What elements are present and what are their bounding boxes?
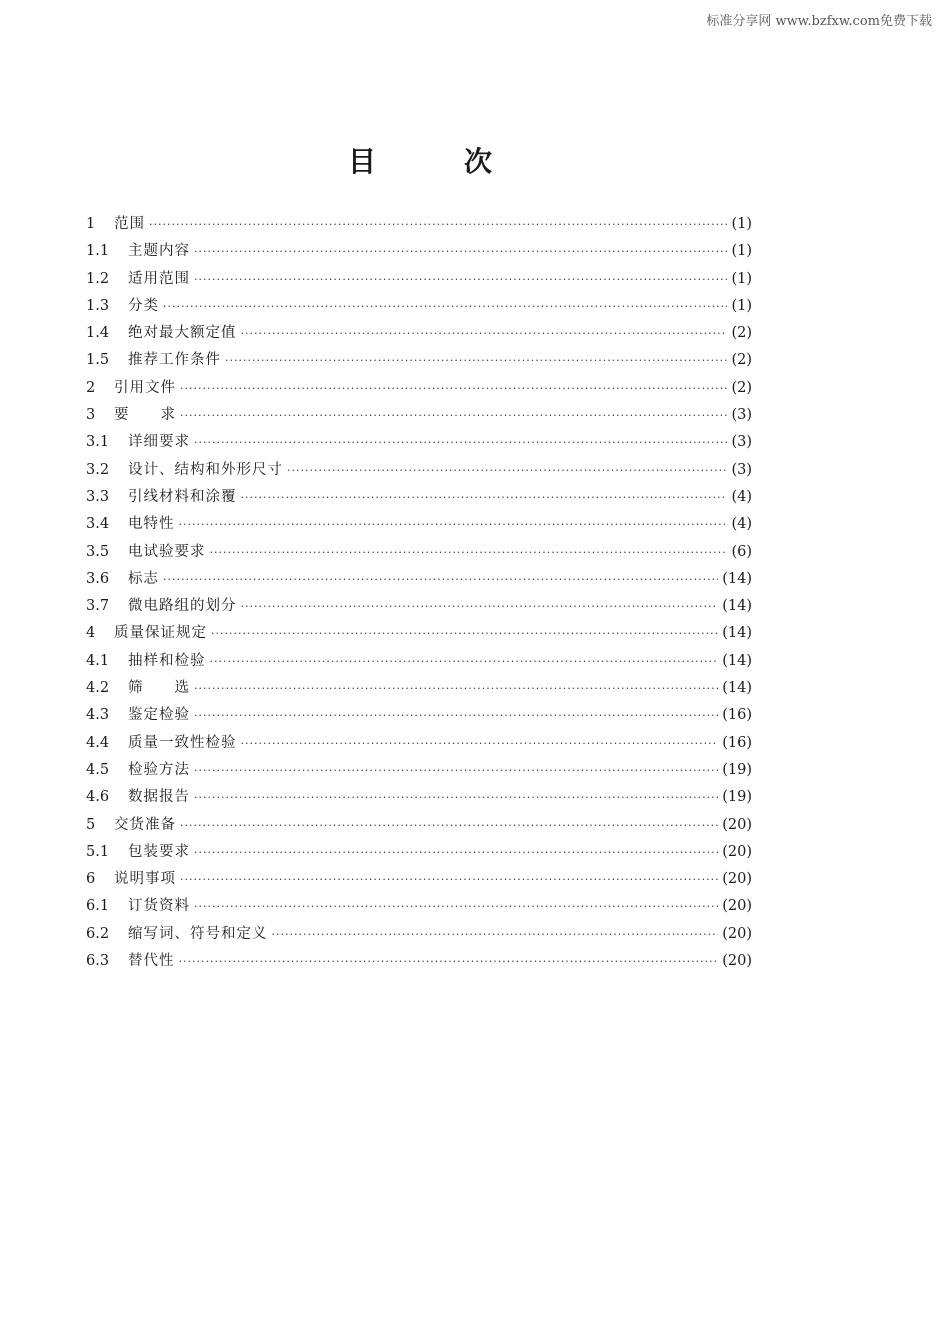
toc-entry-page: (14) <box>722 598 752 615</box>
toc-entry[interactable] <box>86 540 752 567</box>
toc-dot-leader <box>180 873 718 886</box>
toc-entry-label: 详细要求 <box>128 434 190 451</box>
toc-entry-number: 4.4 <box>86 734 110 751</box>
toc-entry-number: 1.2 <box>86 270 110 287</box>
page-title-char-1: 目 <box>347 145 376 178</box>
toc-entry-page: (16) <box>722 707 752 724</box>
toc-entry-label: 抽样和检验 <box>128 652 206 669</box>
toc-entry[interactable] <box>86 430 752 457</box>
toc-entry-label: 微电路组的划分 <box>128 598 237 615</box>
toc-entry-label: 鉴定检验 <box>128 707 190 724</box>
toc-entry-page: (20) <box>722 843 752 860</box>
toc-dot-leader <box>241 327 728 340</box>
toc-entry-page: (1) <box>731 270 752 287</box>
toc-entry-page: (16) <box>722 734 752 751</box>
toc-entry-page: (3) <box>731 434 752 451</box>
toc-entry-number: 3.4 <box>86 516 110 533</box>
toc-entry[interactable] <box>86 785 752 812</box>
toc-entry-number: 4.3 <box>86 707 110 724</box>
toc-entry-number: 3.1 <box>86 434 110 451</box>
toc-entry-page: (20) <box>722 816 752 833</box>
toc-entry-page: (2) <box>731 352 752 369</box>
toc-entry[interactable] <box>86 376 752 403</box>
toc-dot-leader <box>241 491 728 504</box>
toc-entry-label: 数据报告 <box>128 789 190 806</box>
toc-dot-leader <box>211 627 718 640</box>
toc-entry-page: (6) <box>731 543 752 560</box>
toc-entry-number: 3 <box>86 407 96 424</box>
toc-entry-label: 要 求 <box>114 407 176 424</box>
toc-entry[interactable] <box>86 212 752 239</box>
toc-entry-label: 包装要求 <box>128 843 190 860</box>
toc-entry-number: 3.3 <box>86 488 110 505</box>
toc-entry[interactable] <box>86 239 752 266</box>
toc-entry[interactable] <box>86 567 752 594</box>
toc-dot-leader <box>194 273 727 286</box>
toc-entry-page: (3) <box>731 461 752 478</box>
page-title <box>0 140 840 180</box>
toc-entry-page: (3) <box>731 407 752 424</box>
toc-entry-number: 4.2 <box>86 680 110 697</box>
toc-entry-label: 检验方法 <box>128 761 190 778</box>
toc-entry-label: 订货资料 <box>128 898 190 915</box>
toc-entry-label: 适用范围 <box>128 270 190 287</box>
toc-entry[interactable] <box>86 949 752 976</box>
toc-entry-label: 范围 <box>114 216 145 232</box>
toc-entry[interactable] <box>86 731 752 758</box>
toc-entry-page: (14) <box>722 570 752 587</box>
toc-dot-leader <box>210 655 719 668</box>
toc-entry[interactable] <box>86 267 752 294</box>
toc-entry-page: (1) <box>731 216 752 232</box>
toc-entry[interactable] <box>86 621 752 648</box>
toc-entry-label: 电特性 <box>128 516 175 533</box>
toc-entry-label: 引线材料和涂覆 <box>128 488 237 505</box>
toc-dot-leader <box>194 682 718 695</box>
toc-entry-number: 4.5 <box>86 761 110 778</box>
toc-entry-number: 1.4 <box>86 325 110 342</box>
toc-dot-leader <box>225 354 727 367</box>
toc-entry[interactable] <box>86 321 752 348</box>
toc-dot-leader <box>179 955 719 968</box>
toc-dot-leader <box>163 300 727 313</box>
toc-entry-page: (20) <box>722 898 752 915</box>
toc-entry-number: 6.3 <box>86 953 110 970</box>
toc-entry-label: 质量一致性检验 <box>128 734 237 751</box>
toc-entry-label: 绝对最大额定值 <box>128 325 237 342</box>
toc-entry-number: 3.2 <box>86 461 110 478</box>
toc-entry-number: 3.5 <box>86 543 110 560</box>
toc-entry[interactable] <box>86 403 752 430</box>
toc-entry-label: 交货准备 <box>114 816 176 833</box>
toc-entry-number: 3.6 <box>86 570 110 587</box>
toc-entry-number: 1 <box>86 216 96 232</box>
toc-entry-number: 6.2 <box>86 925 110 942</box>
toc-entry[interactable] <box>86 867 752 894</box>
toc-entry[interactable] <box>86 649 752 676</box>
toc-entry-page: (19) <box>722 789 752 806</box>
toc-entry-page: (4) <box>731 488 752 505</box>
toc-entry-number: 6.1 <box>86 898 110 915</box>
toc-dot-leader <box>149 218 727 231</box>
toc-entry[interactable] <box>86 703 752 730</box>
toc-entry-page: (14) <box>722 680 752 697</box>
toc-dot-leader <box>210 546 728 559</box>
toc-dot-leader <box>180 382 727 395</box>
toc-entry[interactable] <box>86 594 752 621</box>
toc-entry-number: 1.5 <box>86 352 110 369</box>
toc-dot-leader <box>194 764 718 777</box>
toc-entry-label: 推荐工作条件 <box>128 352 221 369</box>
toc-entry-label: 电试验要求 <box>128 543 206 560</box>
toc-entry[interactable] <box>86 294 752 321</box>
toc-entry-page: (20) <box>722 925 752 942</box>
toc-entry-number: 1.3 <box>86 297 110 314</box>
toc-entry-page: (2) <box>731 379 752 396</box>
toc-entry-page: (4) <box>731 516 752 533</box>
toc-entry-label: 引用文件 <box>114 379 176 396</box>
toc-entry-number: 1.1 <box>86 243 110 260</box>
toc-entry[interactable] <box>86 813 752 840</box>
toc-entry-label: 替代性 <box>128 953 175 970</box>
toc-entry[interactable] <box>86 676 752 703</box>
toc-entry-number: 3.7 <box>86 598 110 615</box>
toc-entry-number: 6 <box>86 871 96 888</box>
toc-entry-label: 分类 <box>128 297 159 314</box>
toc-dot-leader <box>180 409 727 422</box>
toc-entry-page: (20) <box>722 871 752 888</box>
toc-entry[interactable] <box>86 758 752 785</box>
toc-entry-number: 4 <box>86 625 96 642</box>
table-of-contents <box>86 212 752 976</box>
toc-entry-label: 质量保证规定 <box>114 625 207 642</box>
page-title-char-2: 次 <box>464 145 493 178</box>
toc-entry-number: 4.6 <box>86 789 110 806</box>
toc-dot-leader <box>287 464 727 477</box>
toc-entry-number: 5 <box>86 816 96 833</box>
toc-dot-leader <box>272 928 719 941</box>
toc-entry[interactable] <box>86 485 752 512</box>
toc-dot-leader <box>194 709 718 722</box>
toc-dot-leader <box>194 846 718 859</box>
toc-entry-label: 缩写词、符号和定义 <box>128 925 268 942</box>
toc-entry-page: (19) <box>722 761 752 778</box>
toc-dot-leader <box>194 791 718 804</box>
toc-entry-number: 5.1 <box>86 843 110 860</box>
toc-entry[interactable] <box>86 458 752 485</box>
toc-entry-label: 主题内容 <box>128 243 190 260</box>
toc-entry[interactable] <box>86 894 752 921</box>
toc-entry-page: (20) <box>722 953 752 970</box>
toc-dot-leader <box>194 245 727 258</box>
toc-dot-leader <box>163 573 718 586</box>
toc-entry[interactable] <box>86 512 752 539</box>
toc-dot-leader <box>179 518 728 531</box>
toc-dot-leader <box>241 600 719 613</box>
toc-entry-label: 筛 选 <box>128 680 190 697</box>
toc-entry-page: (2) <box>731 325 752 342</box>
watermark-text: 标准分享网 www.bzfxw.com免费下载 <box>706 14 932 29</box>
toc-entry[interactable] <box>86 348 752 375</box>
toc-entry-page: (1) <box>731 243 752 260</box>
toc-entry[interactable] <box>86 840 752 867</box>
toc-entry-page: (14) <box>722 625 752 642</box>
toc-entry-label: 设计、结构和外形尺寸 <box>128 461 283 478</box>
toc-entry-number: 2 <box>86 379 96 396</box>
toc-dot-leader <box>241 737 719 750</box>
toc-entry[interactable] <box>86 922 752 949</box>
toc-dot-leader <box>180 819 718 832</box>
toc-entry-page: (1) <box>731 297 752 314</box>
toc-entry-label: 标志 <box>128 570 159 587</box>
toc-entry-label: 说明事项 <box>114 871 176 888</box>
toc-dot-leader <box>194 900 718 913</box>
toc-entry-page: (14) <box>722 652 752 669</box>
toc-entry-number: 4.1 <box>86 652 110 669</box>
toc-dot-leader <box>194 436 727 449</box>
